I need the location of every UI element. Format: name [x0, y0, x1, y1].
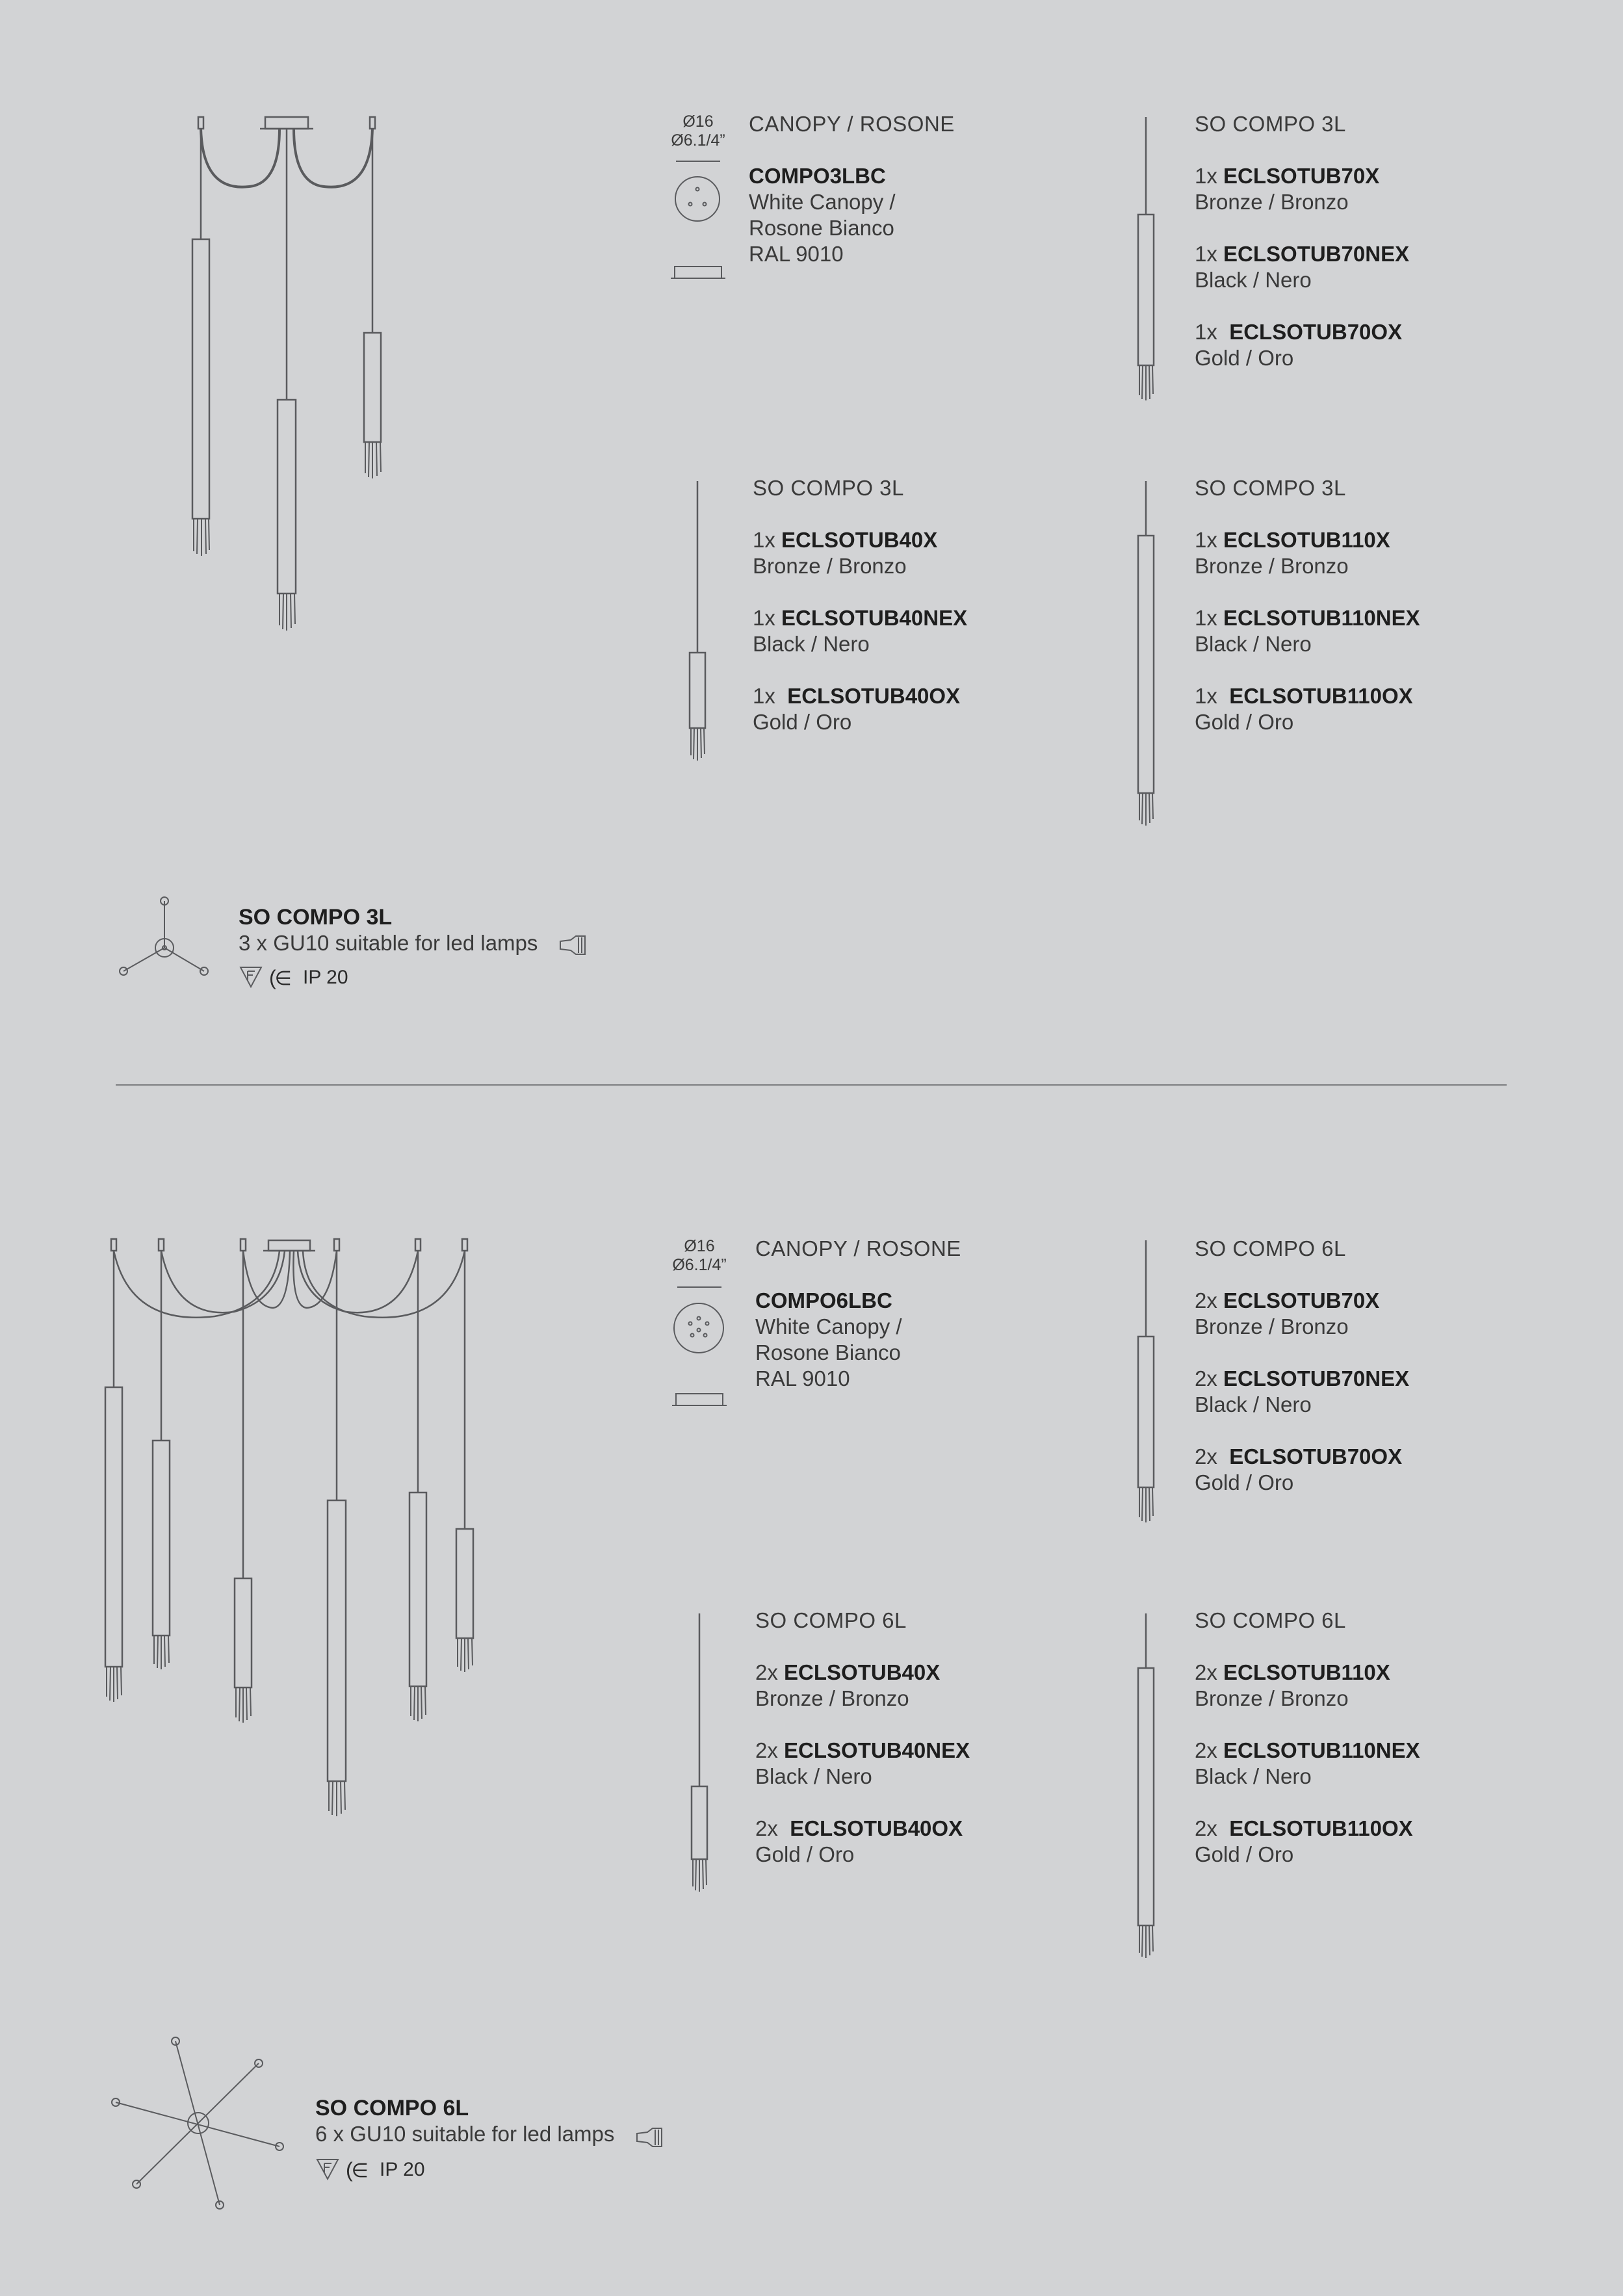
ce-mark: (∈: [346, 2158, 369, 2182]
item-desc: Black / Nero: [1195, 632, 1312, 656]
item-code: ECLSOTUB40X: [784, 1660, 941, 1684]
canopy-icon-6l: [672, 1287, 727, 1405]
group-110-6l: [1195, 1608, 1420, 1868]
ip-rating: IP 20: [303, 967, 348, 988]
item-desc: Gold / Oro: [755, 1842, 855, 1866]
canopy-diameter-in: Ø6.1/4”: [672, 1256, 727, 1274]
item-code: ECLSOTUB70X: [1223, 164, 1380, 188]
item-desc: Black / Nero: [1195, 268, 1312, 292]
canopy-code: COMPO3LBC: [749, 164, 886, 188]
item-row: 2x ECLSOTUB70OX: [1195, 1444, 1403, 1468]
group-70-3l: [1195, 111, 1409, 371]
pendant-70-drawing-6l: [1138, 1240, 1154, 1522]
top-view-3l-drawing: [120, 897, 208, 975]
item-desc: Bronze / Bronzo: [1195, 1314, 1349, 1338]
item-desc: Gold / Oro: [753, 710, 852, 734]
pendant-110-drawing-6l: [1138, 1613, 1154, 1958]
product-title: SO COMPO 3L: [239, 905, 393, 930]
canopy-dimensions-6l: [668, 1237, 731, 1275]
item-desc: Bronze / Bronzo: [1195, 190, 1349, 214]
led-lamp-icon-6l: [637, 2128, 662, 2146]
canopy-desc-line: RAL 9010: [749, 242, 844, 266]
group-heading: SO COMPO 3L: [753, 476, 904, 500]
compo-6l-fringes: [107, 1636, 473, 1816]
item-desc: Bronze / Bronzo: [755, 1686, 909, 1710]
item-desc: Bronze / Bronzo: [1195, 1686, 1349, 1710]
item-code: ECLSOTUB110OX: [1229, 1816, 1413, 1840]
item-desc: Bronze / Bronzo: [753, 554, 907, 578]
item-code: ECLSOTUB110X: [1223, 1660, 1390, 1684]
canopy-dimensions-3l: [667, 112, 729, 150]
item-code: ECLSOTUB40OX: [790, 1816, 963, 1840]
item-row: 1x ECLSOTUB70X: [1195, 164, 1380, 188]
group-110-3l: [1195, 475, 1420, 735]
group-heading: SO COMPO 6L: [755, 1608, 907, 1632]
item-desc: Gold / Oro: [1195, 346, 1294, 370]
item-desc: Black / Nero: [1195, 1764, 1312, 1788]
canopy-code: COMPO6LBC: [755, 1288, 892, 1312]
canopy-block-6l: [755, 1236, 961, 1392]
item-row: 1x ECLSOTUB70OX: [1195, 320, 1403, 344]
item-row: 2x ECLSOTUB70X: [1195, 1288, 1380, 1312]
pendant-110-drawing-3l: [1138, 481, 1154, 826]
canopy-diameter-in: Ø6.1/4”: [671, 131, 725, 150]
item-row: 1x ECLSOTUB110OX: [1195, 684, 1413, 708]
group-heading: SO COMPO 6L: [1195, 1608, 1346, 1632]
item-code: ECLSOTUB40NEX: [784, 1738, 970, 1762]
canopy-desc-line: RAL 9010: [755, 1366, 850, 1390]
item-row: 1x ECLSOTUB40OX: [753, 684, 961, 708]
canopy-desc-line: White Canopy /: [755, 1314, 902, 1338]
f-mark-icon-6l: [317, 2159, 338, 2179]
item-code: ECLSOTUB70NEX: [1223, 242, 1410, 266]
item-desc: Black / Nero: [753, 632, 870, 656]
item-desc: Gold / Oro: [1195, 1470, 1294, 1494]
ce-mark: (∈: [269, 966, 292, 989]
item-desc: Gold / Oro: [1195, 710, 1294, 734]
product-info-6l: [315, 2095, 614, 2147]
item-desc: Bronze / Bronzo: [1195, 554, 1349, 578]
group-40-6l: [755, 1608, 970, 1868]
canopy-icon-3l: [671, 161, 725, 278]
item-row: 2x ECLSOTUB40X: [755, 1660, 941, 1684]
group-heading: SO COMPO 6L: [1195, 1236, 1346, 1260]
item-code: ECLSOTUB110X: [1223, 528, 1390, 552]
item-row: 2x ECLSOTUB110NEX: [1195, 1738, 1420, 1762]
item-row: 1x ECLSOTUB110X: [1195, 528, 1390, 552]
item-desc: Black / Nero: [755, 1764, 872, 1788]
item-code: ECLSOTUB70NEX: [1223, 1366, 1410, 1390]
product-spec: 3 x GU10 suitable for led lamps: [239, 931, 538, 955]
item-row: 1x ECLSOTUB110NEX: [1195, 606, 1420, 630]
compo-3l-pendant-drawing: [192, 117, 381, 594]
group-40-3l: [753, 475, 967, 735]
canopy-heading: CANOPY / ROSONE: [755, 1236, 961, 1260]
f-mark-icon-3l: [240, 967, 261, 987]
product-info-3l: [239, 904, 538, 956]
group-70-6l: [1195, 1236, 1409, 1496]
item-desc: Gold / Oro: [1195, 1842, 1294, 1866]
product-spec: 6 x GU10 suitable for led lamps: [315, 2122, 615, 2146]
item-code: ECLSOTUB70OX: [1229, 1444, 1403, 1468]
item-row: 2x ECLSOTUB40NEX: [755, 1738, 970, 1762]
product-title: SO COMPO 6L: [315, 2096, 469, 2120]
canopy-block-3l: [749, 111, 955, 267]
item-code: ECLSOTUB70X: [1223, 1288, 1380, 1312]
pendant-70-drawing-3l: [1138, 117, 1154, 400]
item-code: ECLSOTUB40OX: [787, 684, 961, 708]
item-code: ECLSOTUB70OX: [1229, 320, 1403, 344]
item-desc: Black / Nero: [1195, 1392, 1312, 1416]
canopy-desc-line: White Canopy /: [749, 190, 896, 214]
canopy-diameter-cm: Ø16: [684, 1237, 715, 1255]
item-row: 2x ECLSOTUB110OX: [1195, 1816, 1413, 1840]
top-view-6l-drawing: [112, 2037, 283, 2209]
ip-rating: IP 20: [380, 2159, 425, 2180]
item-code: ECLSOTUB40X: [781, 528, 938, 552]
led-lamp-icon-3l: [560, 936, 585, 954]
item-row: 1x ECLSOTUB40X: [753, 528, 938, 552]
item-row: 2x ECLSOTUB70NEX: [1195, 1366, 1410, 1390]
group-heading: SO COMPO 3L: [1195, 112, 1346, 136]
item-code: ECLSOTUB110NEX: [1223, 1738, 1420, 1762]
canopy-desc-line: Rosone Bianco: [749, 216, 894, 240]
item-row: 1x ECLSOTUB40NEX: [753, 606, 968, 630]
item-code: ECLSOTUB110NEX: [1223, 606, 1420, 630]
canopy-desc-line: Rosone Bianco: [755, 1340, 901, 1364]
pendant-40-drawing-6l: [692, 1613, 707, 1892]
item-code: ECLSOTUB40NEX: [781, 606, 968, 630]
canopy-diameter-cm: Ø16: [682, 112, 714, 131]
item-code: ECLSOTUB110OX: [1229, 684, 1413, 708]
item-row: 2x ECLSOTUB40OX: [755, 1816, 963, 1840]
item-row: 2x ECLSOTUB110X: [1195, 1660, 1390, 1684]
compo-3l-fringes: [194, 442, 381, 631]
section-divider: [116, 1084, 1507, 1086]
item-row: 1x ECLSOTUB70NEX: [1195, 242, 1410, 266]
pendant-40-drawing-3l: [690, 481, 705, 761]
group-heading: SO COMPO 3L: [1195, 476, 1346, 500]
canopy-heading: CANOPY / ROSONE: [749, 112, 955, 136]
